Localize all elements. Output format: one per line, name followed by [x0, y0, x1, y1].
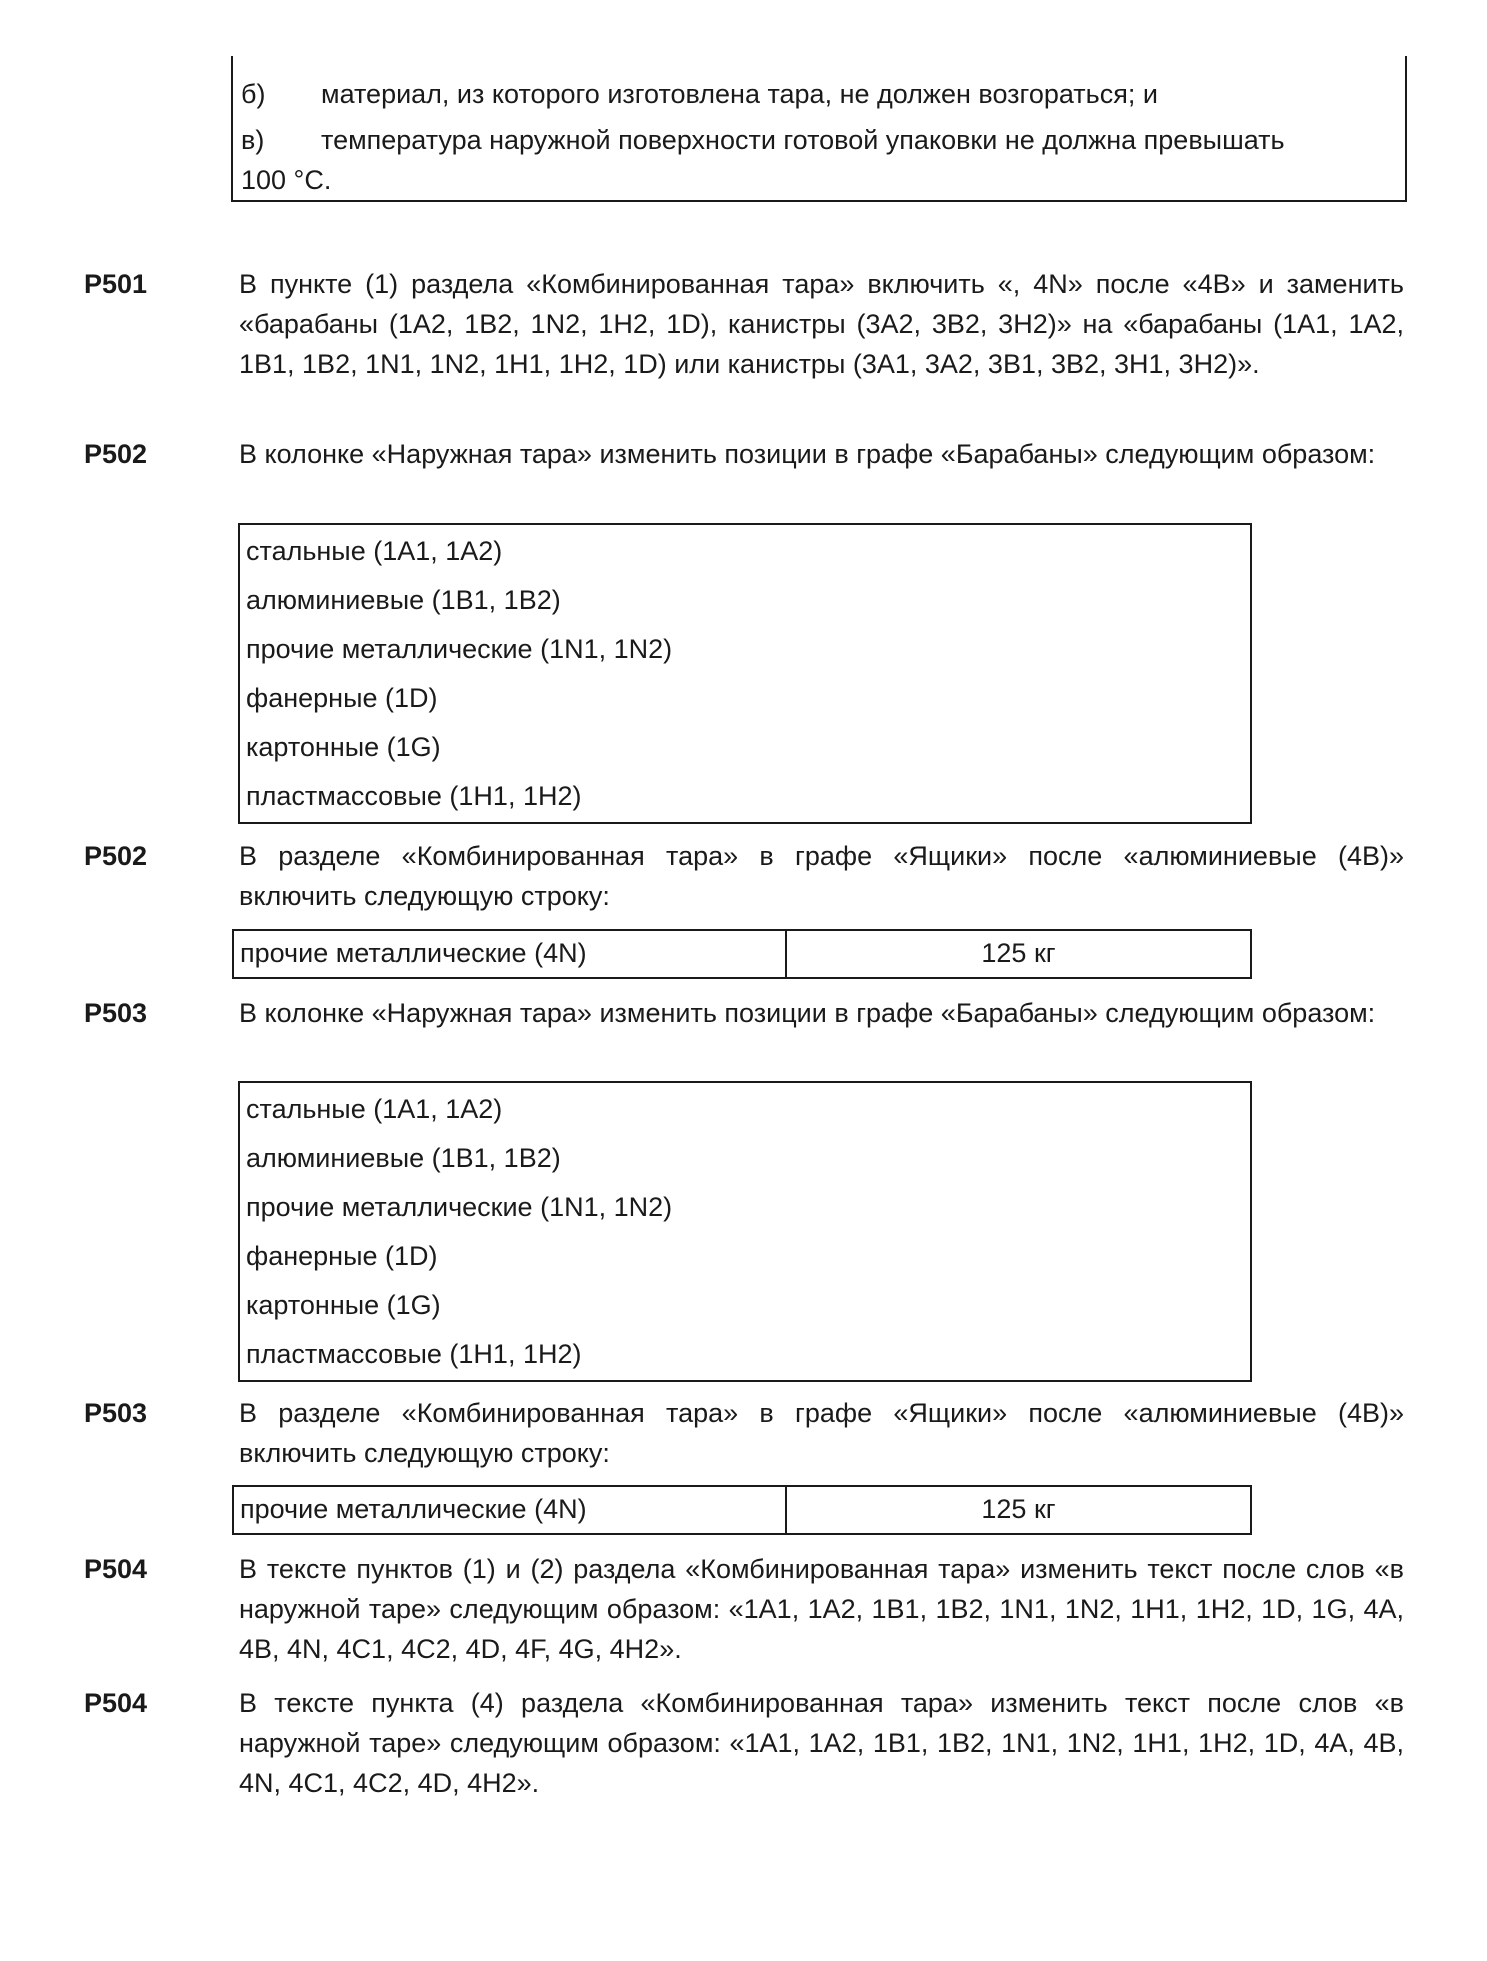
- instruction-text: В разделе «Комбинированная тара» в графе «Ящики» после «алюминиевые (4B)» включить следующую строку:: [239, 1398, 1404, 1468]
- amendment-p501: [84, 264, 1404, 384]
- instruction-text: В разделе «Комбинированная тара» в графе «Ящики» после «алюминиевые (4B)» включить следующую строку:: [239, 841, 1404, 911]
- amendment-p502-drums: [84, 434, 1404, 474]
- drums-list-p503: [238, 1081, 1252, 1382]
- instruction-text: В тексте пунктов (1) и (2) раздела «Комбинированная тара» изменить текст после слов «в наружной таре» следующим образом: «1A1, 1A2, 1B1, 1B2, 1N1, 1N2, 1H1, 1H2, 1D, 1G, 4A, 4B, 4N, 4C1, 4C2, 4D, 4F, 4G, 4H2».: [239, 1554, 1404, 1664]
- boxes-row-p502: [232, 929, 1252, 979]
- condition-b: [241, 74, 1395, 114]
- list-item: алюминиевые (1B1, 1B2): [246, 585, 561, 615]
- list-item: картонные (1G): [246, 732, 441, 762]
- boxes-row-label: прочие металлические (4N): [234, 1487, 787, 1533]
- instruction-code: P502: [84, 439, 148, 469]
- amendment-p503-boxes: [84, 1393, 1404, 1473]
- amendment-p502-boxes: [84, 836, 1404, 916]
- boxes-row-p503: [232, 1485, 1252, 1535]
- boxes-row-value: 125 кг: [981, 1494, 1056, 1524]
- list-item: стальные (1A1, 1A2): [246, 536, 503, 566]
- instruction-text: В пункте (1) раздела «Комбинированная тара» включить «, 4N» после «4B» и заменить «барабаны (1A2, 1B2, 1N2, 1H2, 1D), канистры (3A2, 3B2, 3H2)» на «барабаны (1A1, 1A2, 1B1, 1B2, 1N1, 1N2, 1H1, 1H2, 1D) или канистры (3A1, 3A2, 3B1, 3B2, 3H1, 3H2)».: [239, 269, 1404, 379]
- list-item: пластмассовые (1H1, 1H2): [246, 1339, 582, 1369]
- continued-conditions-box: [231, 56, 1407, 202]
- drums-list-p502: [238, 523, 1252, 824]
- instruction-text: В колонке «Наружная тара» изменить позиции в графе «Барабаны» следующим образом:: [239, 998, 1376, 1028]
- list-item: пластмассовые (1H1, 1H2): [246, 781, 582, 811]
- instruction-code: P503: [84, 1398, 148, 1428]
- list-item: фанерные (1D): [246, 683, 438, 713]
- condition-v-continuation: [241, 160, 1395, 200]
- condition-v-text: температура наружной поверхности готовой упаковки не должна превышать: [321, 125, 1285, 155]
- condition-b-text: материал, из которого изготовлена тара, не должен возгораться; и: [321, 79, 1158, 109]
- amendment-p504-items-1-2: [84, 1549, 1404, 1669]
- condition-b-marker: б): [241, 79, 266, 109]
- instruction-code: P502: [84, 841, 148, 871]
- boxes-row-label: прочие металлические (4N): [234, 931, 787, 977]
- condition-v-cont-text: 100 °C.: [241, 165, 332, 195]
- boxes-row-value: 125 кг: [981, 938, 1056, 968]
- list-item: фанерные (1D): [246, 1241, 438, 1271]
- list-item: стальные (1A1, 1A2): [246, 1094, 503, 1124]
- instruction-code: P504: [84, 1688, 148, 1718]
- list-item: прочие металлические (1N1, 1N2): [246, 1192, 673, 1222]
- condition-v: [241, 120, 1395, 160]
- amendment-p503-drums: [84, 993, 1404, 1033]
- instruction-code: P503: [84, 998, 148, 1028]
- instruction-text: В тексте пункта (4) раздела «Комбинированная тара» изменить текст после слов «в наружной таре» следующим образом: «1A1, 1A2, 1B1, 1B2, 1N1, 1N2, 1H1, 1H2, 1D, 4A, 4B, 4N, 4C1, 4C2, 4D, 4H2».: [239, 1688, 1404, 1798]
- instruction-code: P501: [84, 269, 148, 299]
- instruction-code: P504: [84, 1554, 148, 1584]
- amendment-p504-item-4: [84, 1683, 1404, 1803]
- list-item: алюминиевые (1B1, 1B2): [246, 1143, 561, 1173]
- list-item: прочие металлические (1N1, 1N2): [246, 634, 673, 664]
- instruction-text: В колонке «Наружная тара» изменить позиции в графе «Барабаны» следующим образом:: [239, 439, 1376, 469]
- condition-v-marker: в): [241, 125, 265, 155]
- list-item: картонные (1G): [246, 1290, 441, 1320]
